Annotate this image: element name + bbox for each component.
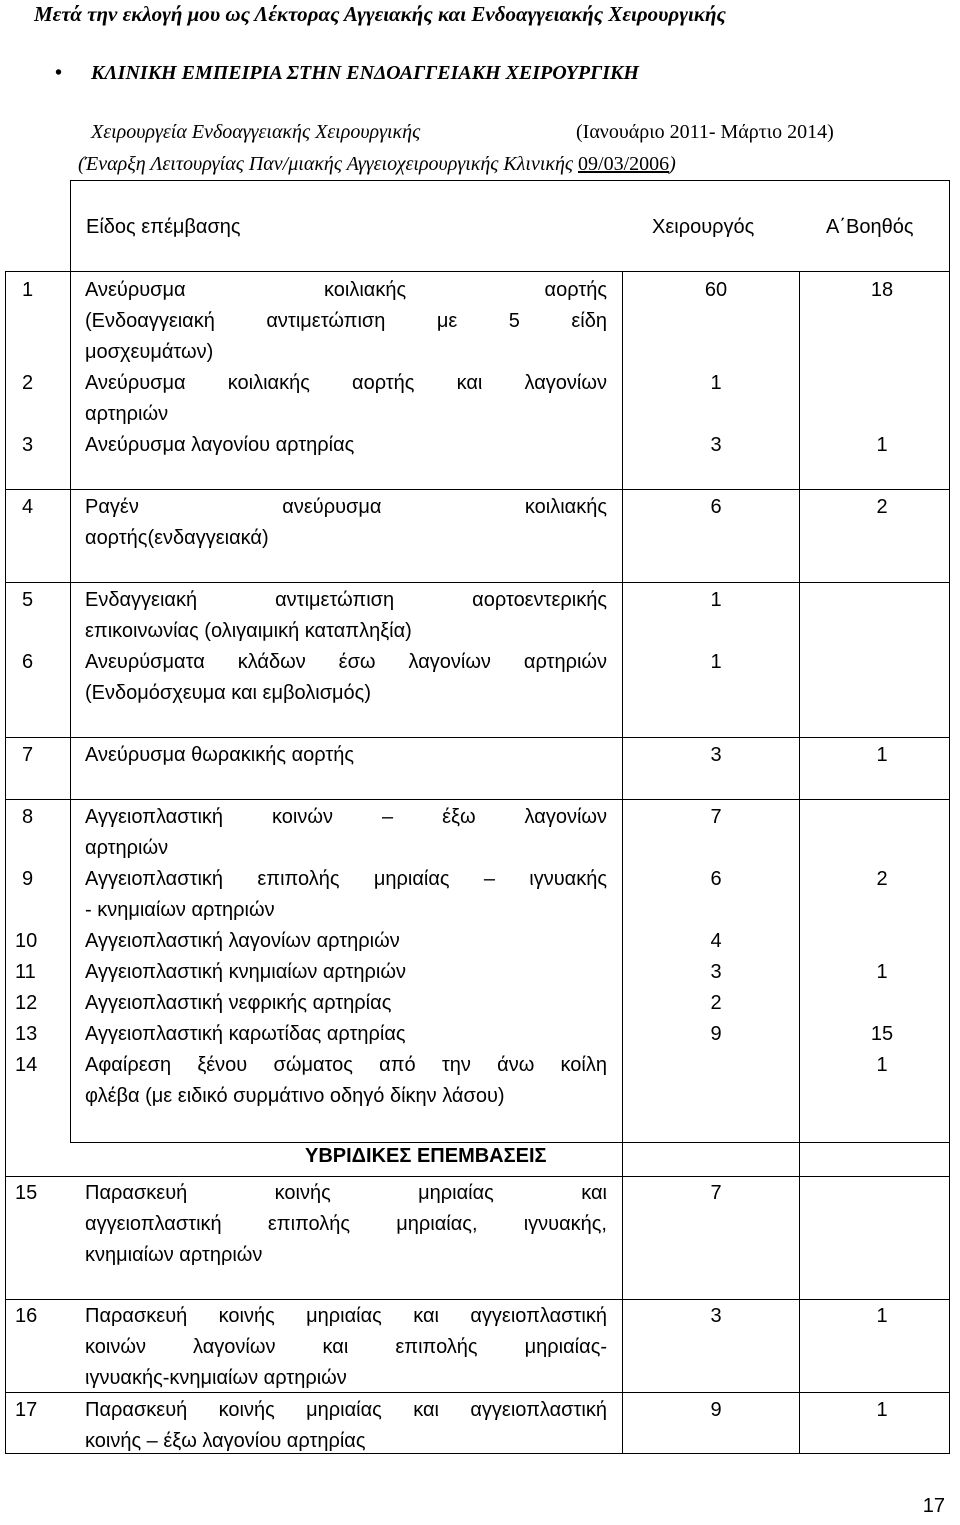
surgeon-count: 3 <box>710 434 722 456</box>
description-line: Αγγειοπλαστική κοινών – έξω λαγονίων <box>85 806 607 828</box>
assistant-count: 1 <box>876 1399 888 1421</box>
grid-line <box>5 799 950 800</box>
grid-line <box>70 180 71 1143</box>
description-line: Αγγειοπλαστική νεφρικής αρτηρίας <box>85 992 392 1014</box>
assistant-count: 1 <box>876 1054 888 1076</box>
description-line: ιγνυακής-κνημιαίων αρτηριών <box>85 1367 347 1389</box>
row-description <box>85 275 607 368</box>
surgeon-count: 9 <box>710 1399 722 1421</box>
surgeon-count: 9 <box>710 1023 722 1045</box>
description-line: Αγγειοπλαστική επιπολής μηριαίας – ιγνυακής <box>85 868 607 890</box>
grid-line <box>949 180 950 272</box>
surgeon-count: 7 <box>710 1182 722 1204</box>
surgeon-count: 6 <box>710 868 722 890</box>
description-line: Ανεύρυσμα λαγονίου αρτηρίας <box>85 434 355 456</box>
description-line: κοινής – έξω λαγονίου αρτηρίας <box>85 1430 366 1452</box>
grid-line <box>5 271 6 1454</box>
description-line: - κνημιαίων αρτηριών <box>85 899 275 921</box>
description-line: επικοινωνίας (ολιγαιμική καταπληξία) <box>85 620 412 642</box>
grid-line <box>5 1176 950 1177</box>
row-number: 8 <box>22 806 34 828</box>
description-line: Αγγειοπλαστική καρωτίδας αρτηρίας <box>85 1023 406 1045</box>
surgeon-count: 2 <box>710 992 722 1014</box>
row-description <box>85 1178 607 1271</box>
row-number: 16 <box>15 1305 38 1327</box>
page-title: Μετά την εκλογή μου ως Λέκτορας Αγγειακής και Ενδοαγγειακής Χειρουργικής <box>34 2 726 26</box>
description-line: Ανεύρυσμα θωρακικής αορτής <box>85 744 355 766</box>
row-number: 14 <box>15 1054 38 1076</box>
row-description <box>85 740 607 771</box>
row-number: 7 <box>22 744 34 766</box>
grid-line <box>5 271 950 272</box>
row-description <box>85 926 607 957</box>
surgeon-count: 60 <box>704 279 728 301</box>
description-line: αρτηριών <box>85 837 169 859</box>
page-number: 17 <box>922 1495 945 1517</box>
assistant-count: 2 <box>876 496 888 518</box>
description-line: (Ενδομόσχευμα και εμβολισμός) <box>85 682 371 704</box>
row-description <box>85 647 607 709</box>
row-number: 3 <box>22 434 34 456</box>
description-line: Ανεύρυσμα κοιλιακής αορτής και λαγονίων <box>85 372 607 394</box>
row-number: 9 <box>22 868 34 890</box>
header-assistant: Α΄Βοηθός <box>826 216 914 238</box>
surgeon-count: 1 <box>710 651 722 673</box>
row-description <box>85 988 607 1019</box>
surgeon-count: 1 <box>710 372 722 394</box>
row-description <box>85 1395 607 1457</box>
surgeon-count: 3 <box>710 1305 722 1327</box>
surgeon-count: 1 <box>710 589 722 611</box>
description-line: αρτηριών <box>85 403 169 425</box>
header-intervention-type: Είδος επέμβασης <box>86 216 241 238</box>
surgeon-count: 4 <box>710 930 722 952</box>
row-number: 4 <box>22 496 34 518</box>
description-line: αγγειοπλαστική επιπολής μηριαίας, ιγνυακής, <box>85 1213 607 1235</box>
assistant-count: 2 <box>876 868 888 890</box>
grid-line <box>799 271 800 1454</box>
description-line: Αγγειοπλαστική κνημιαίων αρτηριών <box>85 961 406 983</box>
grid-line <box>5 489 950 490</box>
row-number: 5 <box>22 589 34 611</box>
bullet-icon: • <box>55 62 63 84</box>
assistant-count: 1 <box>876 434 888 456</box>
hybrid-section-title: ΥΒΡΙΔΙΚΕΣ ΕΠΕΜΒΑΣΕΙΣ <box>305 1145 547 1167</box>
assistant-count: 1 <box>876 961 888 983</box>
row-description <box>85 802 607 864</box>
clinic-note-prefix: (Έναρξη Λειτουργίας Παν/μιακής Αγγειοχειρουργικής Κλινικής <box>78 153 579 175</box>
description-line: Παρασκευή κοινής μηριαίας και αγγειοπλαστική <box>85 1305 607 1327</box>
description-line: Ενδαγγειακή αντιμετώπιση αορτοεντερικής <box>85 589 607 611</box>
row-number: 11 <box>15 961 36 983</box>
row-number: 17 <box>15 1399 38 1421</box>
row-number: 10 <box>15 930 38 952</box>
description-line: (Ενδοαγγειακή αντιμετώπιση με 5 είδη <box>85 310 607 332</box>
period: (Ιανουάριο 2011- Μάρτιο 2014) <box>576 121 834 143</box>
section-heading: ΚΛΙΝΙΚΗ ΕΜΠΕΙΡΙΑ ΣΤΗΝ ΕΝΔΟΑΓΓΕΙΑΚΗ ΧΕΙΡΟΥΡΓΙΚΗ <box>91 62 639 84</box>
description-line: Αγγειοπλαστική λαγονίων αρτηριών <box>85 930 400 952</box>
assistant-count: 1 <box>876 1305 888 1327</box>
description-line: Ανευρύσματα κλάδων έσω λαγονίων αρτηριών <box>85 651 607 673</box>
assistant-count: 15 <box>870 1023 894 1045</box>
description-line: Παρασκευή κοινής μηριαίας και <box>85 1182 607 1204</box>
description-line: Παρασκευή κοινής μηριαίας και αγγειοπλαστική <box>85 1399 607 1421</box>
row-description <box>85 430 607 461</box>
clinic-note-date: 09/03/2006 <box>578 153 670 175</box>
description-line: αορτής(ενδαγγειακά) <box>85 527 269 549</box>
clinic-note-suffix: ) <box>669 153 676 175</box>
description-line: μοσχευμάτων) <box>85 341 214 363</box>
surgeon-count: 7 <box>710 806 722 828</box>
row-number: 2 <box>22 372 34 394</box>
grid-line <box>70 1142 950 1143</box>
row-description <box>85 585 607 647</box>
row-description <box>85 368 607 430</box>
row-description <box>85 1050 607 1112</box>
grid-line <box>5 737 950 738</box>
row-number: 1 <box>22 279 34 301</box>
surgeon-count: 6 <box>710 496 722 518</box>
grid-line <box>949 271 950 1454</box>
row-description <box>85 492 607 554</box>
description-line: Αφαίρεση ξένου σώματος από την άνω κοίλη <box>85 1054 607 1076</box>
description-line: Ανεύρυσμα κοιλιακής αορτής <box>85 279 607 301</box>
row-number: 15 <box>15 1182 38 1204</box>
row-number: 13 <box>15 1023 38 1045</box>
grid-line <box>622 271 623 1454</box>
description-line: Ραγέν ανεύρυσμα κοιλιακής <box>85 496 607 518</box>
description-line: φλέβα (με ειδικό συρμάτινο οδηγό δίκην λάσου) <box>85 1085 505 1107</box>
row-description <box>85 1019 607 1050</box>
row-description <box>85 957 607 988</box>
description-line: κνημιαίων αρτηριών <box>85 1244 263 1266</box>
grid-line <box>5 1299 950 1300</box>
assistant-count: 18 <box>870 279 894 301</box>
header-surgeon: Χειρουργός <box>652 216 755 238</box>
row-number: 12 <box>15 992 38 1014</box>
row-description <box>85 864 607 926</box>
grid-line <box>5 582 950 583</box>
surgeon-count: 3 <box>710 744 722 766</box>
row-description <box>85 1301 607 1394</box>
row-number: 6 <box>22 651 34 673</box>
surgeon-count: 3 <box>710 961 722 983</box>
assistant-count: 1 <box>876 744 888 766</box>
grid-line <box>70 180 950 181</box>
subheading: Χειρουργεία Ενδοαγγειακής Χειρουργικής <box>91 121 421 143</box>
description-line: κοινών λαγονίων και επιπολής μηριαίας- <box>85 1336 607 1358</box>
